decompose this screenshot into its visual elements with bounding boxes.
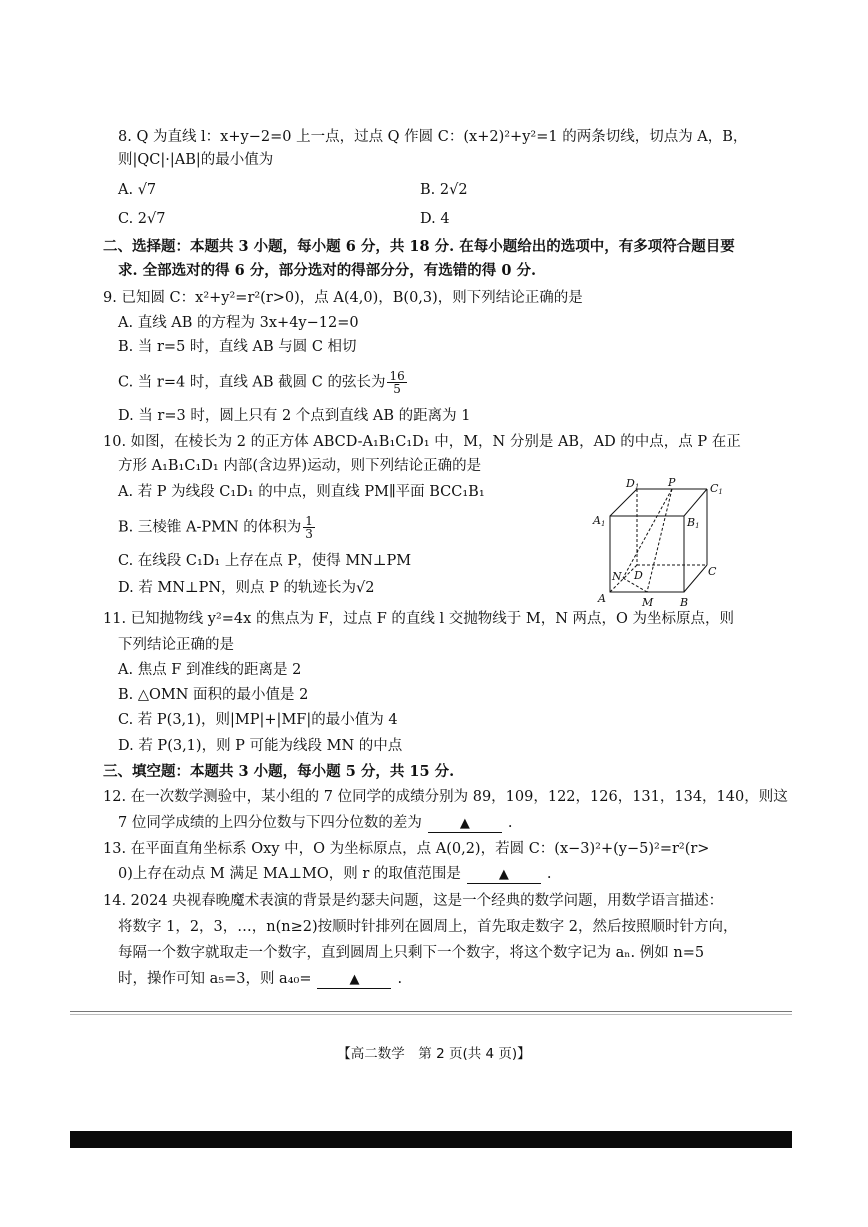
q13-line2-text: 0)上存在动点 M 满足 MA⊥MO，则 r 的取值范围是	[118, 866, 461, 882]
blank-marker: ▲	[459, 816, 470, 831]
label-d: D	[634, 569, 643, 582]
q11-option-c: C. 若 P(3,1)，则|MP|+|MF|的最小值为 4	[118, 712, 398, 728]
label-b: B	[680, 596, 689, 609]
page-divider-shadow	[70, 1014, 792, 1015]
q12-line2-text: 7 位同学成绩的上四分位数与下四分位数的差为	[118, 815, 422, 831]
q14-end: .	[397, 971, 403, 987]
q10-option-b	[118, 515, 317, 540]
fraction-denominator: 5	[393, 382, 401, 396]
fraction-numerator: 16	[389, 369, 405, 383]
q14-line4-text: 时，操作可知 a₅=3，则 a₄₀=	[118, 971, 312, 987]
label-n: N	[612, 570, 622, 583]
q14-line2: 将数字 1，2，3，…，n(n≥2)按顺时针排列在圆周上，首先取走数字 2，然后按照顺时针方向，	[118, 919, 738, 935]
fraction-denominator: 3	[305, 527, 313, 541]
page-divider	[70, 1011, 792, 1012]
q8-option-b: B. 2√2	[420, 182, 468, 198]
label-b1: B1	[687, 516, 700, 530]
q10-line1: 10. 如图，在棱长为 2 的正方体 ABCD-A₁B₁C₁D₁ 中，M，N 分别是 AB，AD 的中点，点 P 在正	[103, 434, 741, 450]
q10-option-b-text: B. 三棱锥 A-PMN 的体积为	[118, 519, 302, 536]
q8-line2: 则|QC|·|AB|的最小值为	[118, 152, 274, 168]
q8-line1: 8. Q 为直线 l：x+y−2=0 上一点，过点 Q 作圆 C：(x+2)²+y²=1 的两条切线，切点为 A，B，	[118, 129, 748, 145]
q9-option-b: B. 当 r=5 时，直线 AB 与圆 C 相切	[118, 339, 357, 355]
segment-p-m	[647, 489, 672, 592]
section3-heading: 三、填空题：本题共 3 小题，每小题 5 分，共 15 分.	[103, 763, 455, 780]
q13-answer-blank[interactable]	[467, 866, 541, 884]
page-footer: 【高二数学 第 2 页(共 4 页)】	[337, 1046, 531, 1062]
q14-line4	[118, 969, 402, 989]
label-d1: D1	[626, 478, 640, 491]
q10-option-a: A. 若 P 为线段 C₁D₁ 的中点，则直线 PM∥平面 BCC₁B₁	[118, 484, 485, 500]
q13-line1: 13. 在平面直角坐标系 Oxy 中，O 为坐标原点，点 A(0,2)，若圆 C：(x−3)²+(y−5)²=r²(r>	[103, 841, 710, 857]
q9-stem: 9. 已知圆 C：x²+y²=r²(r>0)，点 A(4,0)，B(0,3)，则下列结论正确的是	[103, 290, 583, 306]
label-m: M	[642, 596, 654, 609]
q11-line1: 11. 已知抛物线 y²=4x 的焦点为 F，过点 F 的直线 l 交抛物线于 M，N 两点，O 为坐标原点，则	[103, 611, 734, 627]
label-a1: A1	[593, 514, 606, 528]
blank-marker: ▲	[498, 867, 509, 882]
fraction-numerator: 1	[305, 514, 313, 528]
q14-line1: 14. 2024 央视春晚魔术表演的背景是约瑟夫问题，这是一个经典的数学问题，用数学语言描述：	[103, 893, 724, 909]
q12-line1: 12. 在一次数学测验中，某小组的 7 位同学的成绩分别为 89，109，122，126，131，134，140，则这	[103, 789, 788, 805]
q9-option-a: A. 直线 AB 的方程为 3x+4y−12=0	[118, 315, 359, 331]
section2-heading-line2: 求. 全部选对的得 6 分，部分选对的得部分分，有选错的得 0 分.	[118, 262, 537, 279]
q12-end: .	[507, 815, 513, 831]
q10-option-d: D. 若 MN⊥PN，则点 P 的轨迹长为√2	[118, 580, 375, 596]
section2-heading-line1: 二、选择题：本题共 3 小题，每小题 6 分，共 18 分. 在每小题给出的选项中，有多项符合题目要	[103, 238, 735, 255]
q14-answer-blank[interactable]	[317, 971, 391, 989]
edge-b-c	[684, 565, 707, 592]
q9-option-c-text: C. 当 r=4 时，直线 AB 截圆 C 的弦长为	[118, 374, 386, 391]
label-p: P	[668, 478, 676, 489]
label-a: A	[598, 592, 606, 605]
q13-line2	[118, 864, 552, 884]
q12-line2	[118, 813, 512, 833]
label-c: C	[708, 565, 717, 578]
q10-option-c: C. 在线段 C₁D₁ 上存在点 P，使得 MN⊥PM	[118, 553, 412, 569]
blank-marker: ▲	[349, 972, 360, 987]
edge-a1-d1	[610, 489, 637, 516]
q8-option-c: C. 2√7	[118, 211, 166, 227]
q10-line2: 方形 A₁B₁C₁D₁ 内部(含边界)运动，则下列结论正确的是	[118, 458, 482, 474]
q8-option-a: A. √7	[118, 182, 157, 198]
q10-option-b-fraction	[303, 515, 315, 540]
q9-option-c-fraction	[387, 370, 406, 395]
q8-option-d: D. 4	[420, 211, 450, 227]
q11-line2: 下列结论正确的是	[118, 637, 234, 653]
q13-end: .	[546, 866, 552, 882]
q11-option-a: A. 焦点 F 到准线的距离是 2	[118, 662, 302, 678]
scan-bottom-bar	[70, 1131, 792, 1148]
edge-b1-c1	[684, 489, 707, 516]
cube-figure	[590, 478, 730, 610]
q11-option-d: D. 若 P(3,1)，则 P 可能为线段 MN 的中点	[118, 738, 403, 754]
q12-answer-blank[interactable]	[428, 815, 502, 833]
q11-option-b: B. △OMN 面积的最小值是 2	[118, 687, 309, 703]
label-c1: C1	[710, 482, 723, 496]
q14-line3: 每隔一个数字就取走一个数字，直到圆周上只剩下一个数字，将这个数字记为 aₙ. 例如 n=5	[118, 945, 705, 961]
q9-option-d: D. 当 r=3 时，圆上只有 2 个点到直线 AB 的距离为 1	[118, 408, 471, 424]
q9-option-c	[118, 370, 409, 395]
